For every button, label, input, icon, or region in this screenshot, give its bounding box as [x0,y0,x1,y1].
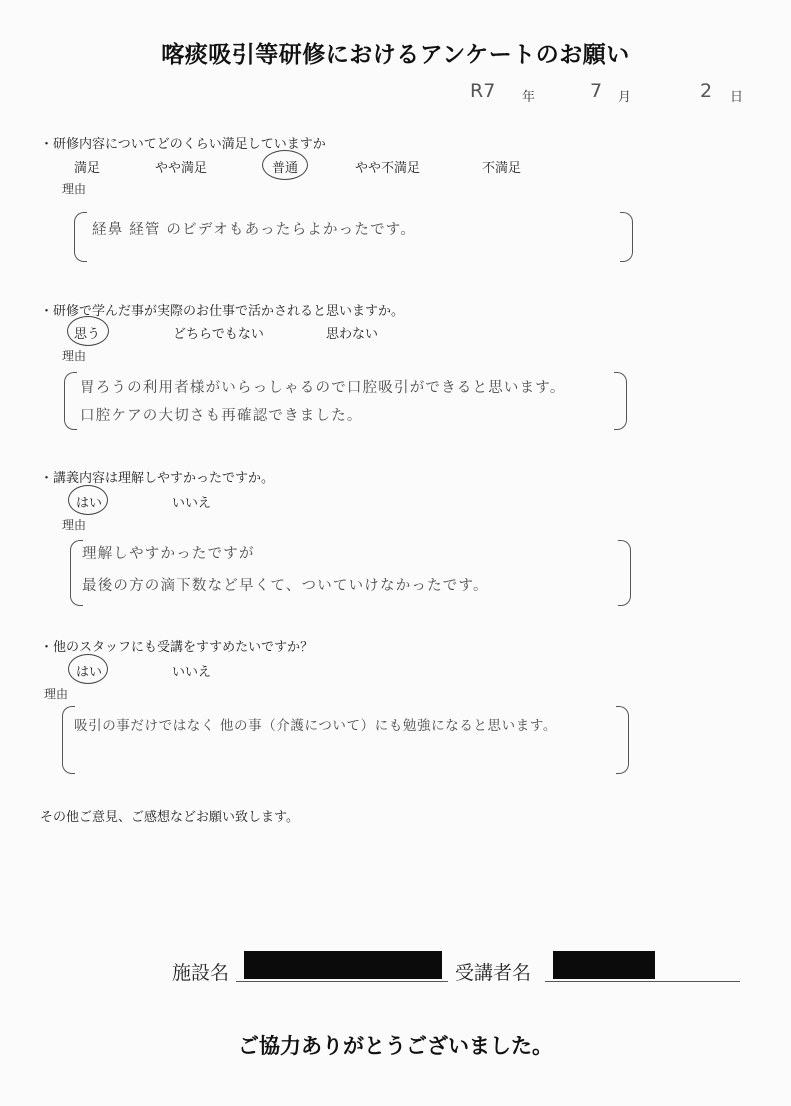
q1-bracket-left [74,212,87,262]
q2-bracket-right [614,372,627,430]
q3-answer-line-1[interactable]: 理解しやすかったですが [82,546,255,562]
page-title: 喀痰吸引等研修におけるアンケートのお願い [161,42,630,68]
q1-selection-circle [262,150,308,180]
date-day: 2 [700,80,713,102]
question-3-text: ・講義内容は理解しやすかったですか。 [40,471,275,486]
q3-answer-line-2[interactable]: 最後の方の滴下数など早くて、ついていけなかったです。 [82,578,489,594]
q2-option-neither[interactable]: どちらでもない [173,327,264,342]
q2-answer-line-1[interactable]: 胃ろうの利用者様がいらっしゃるので口腔吸引ができると思います。 [80,380,566,396]
date-era-year: R7 [470,80,496,102]
q4-bracket-right [616,706,629,774]
q3-option-yes[interactable]: はい [76,496,103,511]
q2-selection-circle [67,316,109,346]
attendee-name-label: 受講者名 [455,962,532,984]
q4-option-yes[interactable]: はい [76,665,103,680]
other-comments-label: その他ご意見、ご感想などお願い致します。 [40,810,299,825]
thanks-message: ご協力ありがとうございました。 [238,1034,553,1058]
q3-bracket-right [618,540,631,606]
q3-option-no[interactable]: いいえ [172,496,212,511]
question-1-text: ・研修内容についてどのくらい満足していますか [40,137,326,152]
date-day-unit: 日 [730,90,744,105]
date-month: 7 [590,80,603,102]
q2-bracket-left [64,372,77,430]
q4-selection-circle [68,654,108,684]
q3-reason-label: 理由 [62,518,87,532]
q1-option-neutral[interactable]: 普通 [272,161,299,176]
q2-option-disagree[interactable]: 思わない [326,327,379,342]
facility-name-redaction [244,951,442,979]
q4-option-no[interactable]: いいえ [172,665,212,680]
facility-name-underline [236,981,448,982]
attendee-name-redaction [553,951,655,979]
q4-reason-label: 理由 [44,687,69,701]
q1-reason-label: 理由 [62,182,87,196]
q2-reason-label: 理由 [62,349,87,363]
date-month-unit: 月 [618,90,632,105]
question-4-text: ・他のスタッフにも受講をすすめたいですか？ [40,640,314,655]
attendee-name-underline [545,981,740,982]
q2-option-agree[interactable]: 思う [74,327,101,342]
date-year-unit: 年 [522,90,536,105]
q1-option-satisfied[interactable]: 満足 [74,161,101,176]
q3-selection-circle [68,485,108,515]
q2-answer-line-2[interactable]: 口腔ケアの大切さも再確認できました。 [80,408,363,424]
question-2-text: ・研修で学んだ事が実際のお仕事で活かされると思いますか。 [40,304,405,319]
q1-option-somewhat-dissatisfied[interactable]: やや不満足 [355,161,421,176]
q1-answer-line-1[interactable]: 経鼻 経管 のビデオもあったらよかったです。 [92,222,417,238]
q1-option-dissatisfied[interactable]: 不満足 [482,161,522,176]
q1-bracket-right [620,212,633,262]
facility-name-label: 施設名 [172,962,230,984]
q4-answer-line-1[interactable]: 吸引の事だけではなく 他の事（介護について）にも勉強になると思います。 [74,718,557,734]
q1-option-somewhat-satisfied[interactable]: やや満足 [155,161,208,176]
